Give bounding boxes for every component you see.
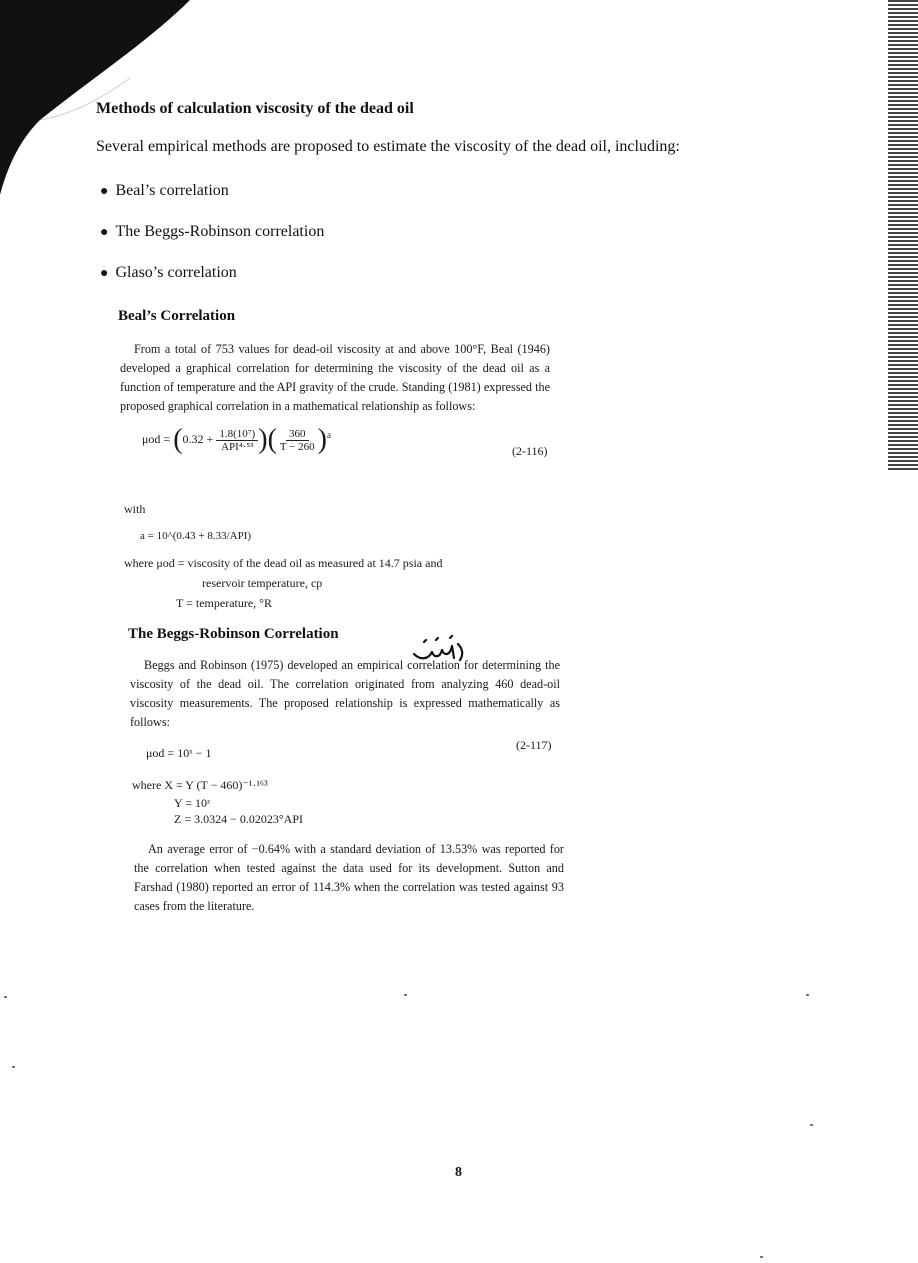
method-list [100,182,324,305]
where-definition: where μod = viscosity of the dead oil as measured at 14.7 psia and [124,556,443,570]
list-item: ● Glaso’s correlation [100,264,324,305]
beal-equation: μod = (0.32 + $\frac{\text{1.8(10⁷)}}{\text{API⁴·⁵³}}$ )( $\frac{360}{T - 260}$ )$^a$ [142,424,331,455]
beal-paragraph: From a total of 753 values for dead-oil viscosity at and above 100°F, Beal (1946) developed a graphical correlation for determining the viscosity of the dead oil as a function of temperature and the API gravity of the crude. Standing (1981) expressed the proposed graphical correlation in a mathematical relationship as follows: [120,342,550,413]
section-heading: Methods of calculation viscosity of the dead oil [96,100,414,117]
with-label: with [124,502,146,516]
list-item: ● The Beggs-Robinson correlation [100,223,324,264]
beggs-paragraph: Beggs and Robinson (1975) developed an empirical correlation for determining the viscosity of the dead oil. The correlation originated from analyzing 460 dead-oil viscosity measurements. The proposed relationship is expressed mathematically as follows: [130,658,560,729]
equation-number: (2-116) [512,444,548,458]
beggs-error-paragraph: An average error of −0.64% with a standard deviation of 13.53% was reported for the correlation when tested against the data used for its development. Sutton and Farshad (1980) reported an error of 114.3% when the correlation was tested against 93 cases from the literature. [134,842,564,913]
equation-number: (2-117) [516,738,552,752]
scan-edge-strip [888,0,918,470]
bullet-dot: ● [100,266,109,281]
beal-title: Beal’s Correlation [118,308,236,324]
scan-speck [806,994,809,996]
x-definition: where X = Y (T − 460)⁻¹·¹⁶³ [132,778,268,792]
scan-speck [12,1066,15,1068]
scan-speck [404,994,407,996]
scan-speck [760,1256,763,1258]
intro-text: Several empirical methods are proposed to estimate the viscosity of the dead oil, including: [96,138,680,155]
z-definition: Z = 3.0324 − 0.02023°API [174,812,303,826]
a-equation: a = 10^(0.43 + 8.33/API) [140,530,252,542]
page-number: 8 [455,1165,462,1180]
scan-speck [4,996,7,998]
y-definition: Y = 10ᶻ [174,796,211,810]
beggs-equation: μod = 10ˣ − 1 [146,746,212,760]
bullet-dot: ● [100,225,109,240]
temperature-definition: T = temperature, °R [176,596,272,610]
beggs-title: The Beggs-Robinson Correlation [128,626,339,642]
list-item: ● Beal’s correlation [100,182,324,223]
where-definition-cont: reservoir temperature, cp [202,576,323,590]
bullet-dot: ● [100,184,109,199]
scan-speck [810,1124,813,1126]
